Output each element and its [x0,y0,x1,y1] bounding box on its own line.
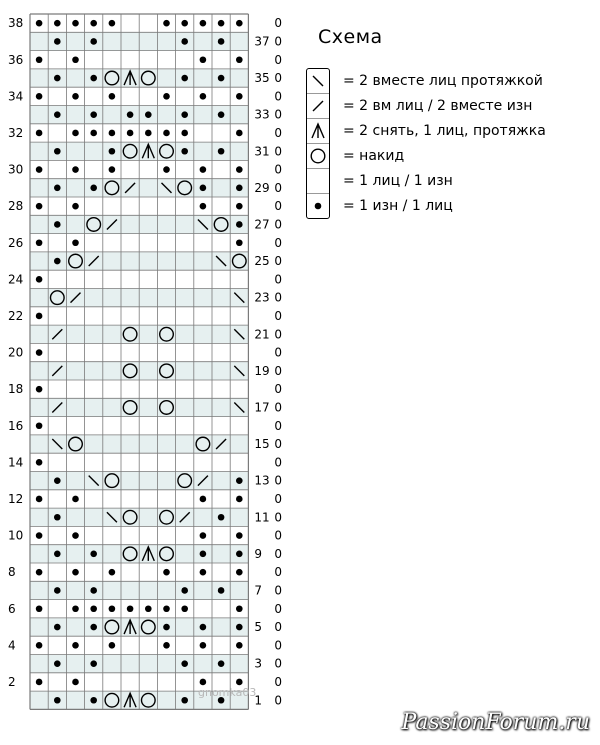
yarn-over-circle [311,149,325,163]
zero-label: 0 [274,382,283,397]
zero-label: 0 [274,473,283,488]
purl-dot [36,569,43,576]
zero-label: 0 [274,510,283,525]
purl-dot [163,130,170,137]
purl-dot [54,587,61,594]
purl-dot [54,185,61,192]
zero-label: 0 [274,345,283,360]
purl-dot [54,697,61,704]
purl-dot [54,624,61,631]
row-number-left: 12 [8,491,24,506]
purl-dot [163,642,170,649]
purl-dot [36,313,43,320]
purl-dot [236,130,243,137]
purl-dot [236,569,243,576]
purl-dot [236,93,243,100]
purl-dot [200,679,207,686]
row-number-left: 28 [8,199,24,214]
row-number-right: 19 [254,363,270,378]
purl-dot [200,56,207,63]
zero-label: 0 [274,144,283,159]
zero-label: 0 [274,254,283,269]
legend-item-text: = 2 вм лиц / 2 вместе изн [343,98,533,114]
purl-dot [72,166,79,173]
row-number-left: 26 [8,235,24,250]
row-number-right: 35 [254,71,270,86]
purl-dot [181,148,188,155]
purl-dot [54,477,61,484]
legend-dot-icon [307,194,329,218]
purl-dot [90,75,97,82]
legend-item-text: = 1 изн / 1 лиц [343,198,453,214]
zero-label: 0 [274,16,283,31]
purl-dot [109,605,116,612]
right-slant [313,101,323,111]
purl-dot [72,496,79,503]
legend-yo-icon [307,144,329,168]
purl-dot [72,605,79,612]
row-number-left: 20 [8,345,24,360]
zero-label: 0 [274,601,283,616]
zero-label: 0 [274,290,283,305]
purl-dot [181,660,188,667]
purl-dot [90,624,97,631]
row-number-right: 1 [254,693,263,708]
legend-item [307,194,453,218]
left-slant [313,76,323,86]
zero-label: 0 [274,565,283,580]
row-number-right: 31 [254,144,270,159]
purl-dot [200,185,207,192]
zero-label: 0 [274,620,283,635]
zero-label: 0 [274,180,283,195]
purl-dot [218,20,225,27]
purl-dot [36,93,43,100]
purl-dot [145,130,152,137]
zero-label: 0 [274,89,283,104]
purl-dot [163,624,170,631]
zero-label: 0 [274,34,283,49]
purl-dot [236,203,243,210]
purl-dot [54,514,61,521]
row-number-right: 25 [254,254,270,269]
zero-label: 0 [274,199,283,214]
purl-dot [36,203,43,210]
zero-label: 0 [274,107,283,122]
purl-dot [236,477,243,484]
row-number-right: 7 [254,583,263,598]
row-number-left: 10 [8,528,24,543]
purl-dot [236,605,243,612]
legend-item-text: = 2 вместе лиц протяжкой [343,73,543,89]
purl-dot [54,258,61,265]
zero-label: 0 [274,437,283,452]
purl-dot [181,38,188,45]
purl-dot [218,514,225,521]
purl-dot [36,130,43,137]
purl-dot [181,605,188,612]
purl-dot [315,203,322,210]
row-number-right: 37 [254,34,270,49]
purl-dot [36,276,43,283]
purl-dot [72,203,79,210]
purl-dot [54,20,61,27]
row-number-right: 13 [254,473,270,488]
purl-dot [236,166,243,173]
purl-dot [109,148,116,155]
legend [306,26,596,219]
zero-label: 0 [274,546,283,561]
row-number-left: 6 [8,601,16,616]
legend-item [307,119,546,144]
row-number-right: 29 [254,180,270,195]
row-number-right: 17 [254,400,270,415]
zero-label: 0 [274,162,283,177]
purl-dot [90,551,97,558]
purl-dot [90,20,97,27]
purl-dot [236,56,243,63]
purl-dot [200,569,207,576]
purl-dot [36,386,43,393]
legend-title: Схема [318,26,383,48]
purl-dot [36,349,43,356]
purl-dot [90,587,97,594]
purl-dot [200,532,207,539]
row-number-left: 4 [8,638,16,653]
purl-dot [54,660,61,667]
purl-dot [200,20,207,27]
purl-dot [236,642,243,649]
purl-dot [36,459,43,466]
purl-dot [145,111,152,118]
purl-dot [54,75,61,82]
purl-dot [218,75,225,82]
zero-label: 0 [274,52,283,67]
purl-dot [72,679,79,686]
purl-dot [72,56,79,63]
purl-dot [109,93,116,100]
row-number-right: 3 [254,656,263,671]
purl-dot [54,221,61,228]
legend-symbol-column [306,68,546,219]
purl-dot [218,587,225,594]
row-number-left: 14 [8,455,24,470]
row-number-left: 18 [8,382,24,397]
purl-dot [36,239,43,246]
purl-dot [181,130,188,137]
legend-slash-left-icon [307,69,329,93]
purl-dot [218,660,225,667]
zero-label: 0 [274,491,283,506]
purl-dot [181,111,188,118]
purl-dot [36,56,43,63]
row-number-right: 11 [254,510,270,525]
purl-dot [200,166,207,173]
zero-label: 0 [274,235,283,250]
purl-dot [36,422,43,429]
legend-blank-icon [307,169,329,193]
purl-dot [200,624,207,631]
purl-dot [109,642,116,649]
purl-dot [236,496,243,503]
zero-label: 0 [274,71,283,86]
row-number-left: 38 [8,16,24,31]
zero-label: 0 [274,272,283,287]
purl-dot [236,532,243,539]
zero-label: 0 [274,656,283,671]
purl-dot [163,166,170,173]
row-number-right: 5 [254,620,263,635]
purl-dot [90,697,97,704]
legend-item [307,94,533,119]
row-number-left: 34 [8,89,24,104]
row-number-right: 15 [254,437,270,452]
purl-dot [236,239,243,246]
purl-dot [72,20,79,27]
purl-dot [218,38,225,45]
purl-dot [36,20,43,27]
purl-dot [163,605,170,612]
legend-item-text: = 1 лиц / 1 изн [343,173,453,189]
zero-label: 0 [274,308,283,323]
purl-dot [54,38,61,45]
purl-dot [218,111,225,118]
purl-dot [127,111,134,118]
purl-dot [127,130,134,137]
legend-triple-icon [307,119,329,143]
purl-dot [90,111,97,118]
purl-dot [36,642,43,649]
purl-dot [200,203,207,210]
purl-dot [36,679,43,686]
zero-label: 0 [274,327,283,342]
purl-dot [36,605,43,612]
purl-dot [36,496,43,503]
zero-label: 0 [274,125,283,140]
purl-dot [163,20,170,27]
purl-dot [36,532,43,539]
purl-dot [236,20,243,27]
purl-dot [181,75,188,82]
row-number-left: 30 [8,162,24,177]
purl-dot [90,38,97,45]
row-number-left: 22 [8,308,24,323]
purl-dot [109,20,116,27]
zero-label: 0 [274,455,283,470]
zero-label: 0 [274,217,283,232]
purl-dot [218,148,225,155]
row-number-right: 21 [254,327,270,342]
purl-dot [181,587,188,594]
purl-dot [200,551,207,558]
purl-dot [90,605,97,612]
purl-dot [54,148,61,155]
zero-label: 0 [274,400,283,415]
legend-item-text: = накид [343,148,405,164]
purl-dot [54,551,61,558]
legend-item [307,69,543,94]
purl-dot [72,130,79,137]
purl-dot [72,642,79,649]
legend-item [307,144,405,169]
legend-item-text: = 2 снять, 1 лиц, протяжка [343,123,546,139]
purl-dot [54,111,61,118]
zero-label: 0 [274,693,283,708]
zero-label: 0 [274,528,283,543]
purl-dot [200,642,207,649]
purl-dot [236,185,243,192]
legend-item [307,169,453,194]
purl-dot [109,130,116,137]
purl-dot [181,697,188,704]
purl-dot [145,605,152,612]
purl-dot [200,93,207,100]
purl-dot [236,221,243,228]
purl-dot [236,679,243,686]
purl-dot [90,660,97,667]
purl-dot [109,166,116,173]
triple-decrease [312,124,324,138]
purl-dot [72,93,79,100]
row-number-left: 36 [8,52,24,67]
purl-dot [236,551,243,558]
chart-signature: gnomka03 [198,686,257,699]
zero-label: 0 [274,583,283,598]
purl-dot [90,130,97,137]
purl-dot [72,532,79,539]
row-number-left: 24 [8,272,24,287]
forum-watermark: PassionForum.ru [401,710,590,735]
row-number-right: 23 [254,290,270,305]
purl-dot [163,569,170,576]
zero-label: 0 [274,638,283,653]
row-number-right: 9 [254,546,263,561]
row-number-left: 8 [8,565,16,580]
purl-dot [127,605,134,612]
purl-dot [72,239,79,246]
purl-dot [72,569,79,576]
legend-slash-right-icon [307,94,329,118]
zero-label: 0 [274,363,283,378]
purl-dot [236,624,243,631]
purl-dot [163,93,170,100]
purl-dot [90,185,97,192]
row-number-right: 33 [254,107,270,122]
row-number-left: 2 [8,674,16,689]
purl-dot [109,569,116,576]
purl-dot [200,496,207,503]
row-number-left: 16 [8,418,24,433]
zero-label: 0 [274,418,283,433]
purl-dot [36,166,43,173]
purl-dot [181,20,188,27]
row-number-right: 27 [254,217,270,232]
zero-label: 0 [274,674,283,689]
row-number-left: 32 [8,125,24,140]
